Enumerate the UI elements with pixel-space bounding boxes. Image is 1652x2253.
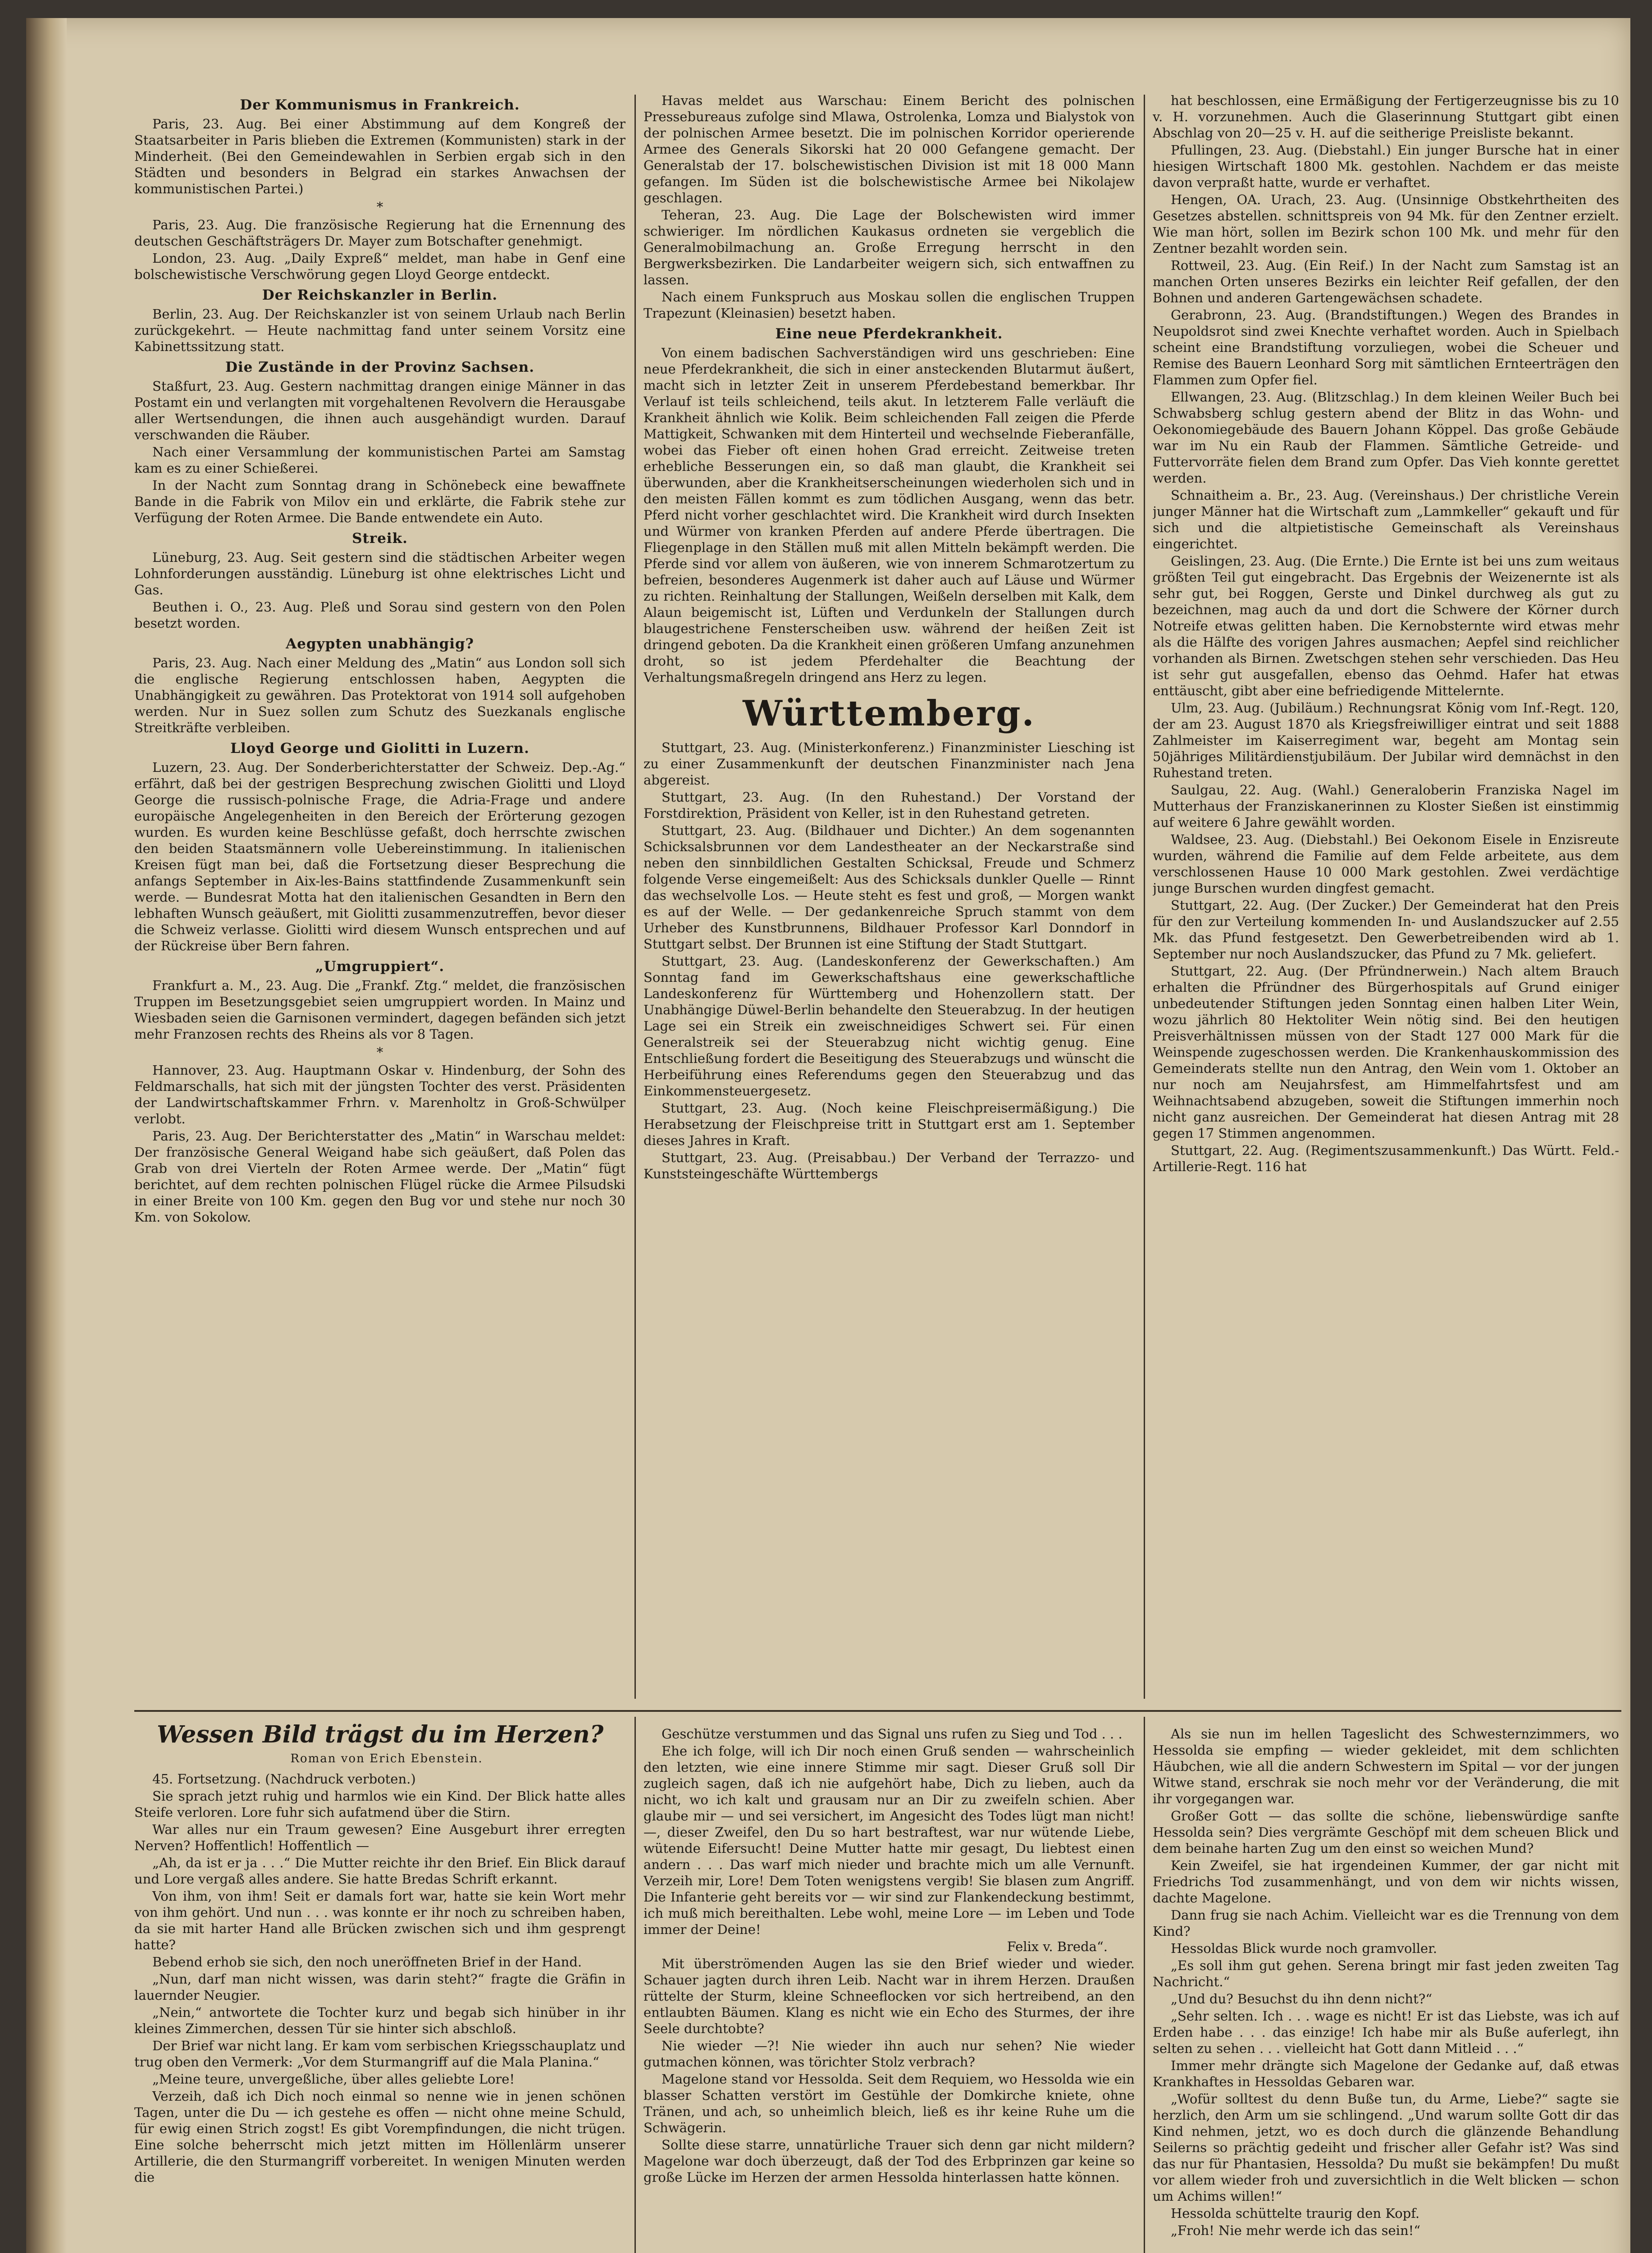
article-paragraph: Ellwangen, 23. Aug. (Blitzschlag.) In dem kleinen Weiler Buch bei Schwabsberg schlug gestern abend der Blitz in das Wohn- und Oekonomiegebäude des Bauern Johann Köppel. Das große Gebäude war im Nu ein Raub der Flammen. Sämtliche Getreide- und Futtervorräte fielen dem Brand zum Opfer. Das Vieh konnte gerettet werden. <box>1153 389 1619 486</box>
article-paragraph: Stuttgart, 23. Aug. (In den Ruhestand.) Der Vorstand der Forstdirektion, Präsident von Keller, ist in den Ruhestand getreten. <box>643 789 1135 821</box>
section-heading: Aegypten unabhängig? <box>286 636 474 652</box>
article-paragraph: Paris, 23. Aug. Die französische Regierung hat die Ernennung des deutschen Geschäftsträgers Dr. Mayer zum Botschafter genehmigt. <box>134 217 625 249</box>
article-paragraph: Hessoldas Blick wurde noch gramvoller. <box>1171 1941 1438 1956</box>
article-paragraph: Sollte diese starre, unnatürliche Trauer sich denn gar nicht mildern? Magelone war doch überzeugt, daß der Tod des Erbprinzen gar keine so große Lücke im Herzen der armen Hessolda hinterlassen hatte können. <box>643 2137 1135 2185</box>
article-paragraph: Teheran, 23. Aug. Die Lage der Bolschewisten wird immer schwieriger. Im nördlichen Kaukasus ordneten sie vergeblich die Generalmobilmachung an. Große Erregung herrscht in den Bergwerksbezirken. Die Landarbeiter weigern sich, sich entwaffnen zu lassen. <box>643 207 1135 287</box>
section-heading: „Umgruppiert“. <box>315 958 445 975</box>
section-heading: Lloyd George und Giolitti in Luzern. <box>230 740 529 757</box>
article-paragraph: Hannover, 23. Aug. Hauptmann Oskar v. Hindenburg, der Sohn des Feldmarschalls, hat sich mit der jüngsten Tochter des verst. Präsidenten der Landwirtschaftskammer Frhrn. v. Marenholtz in Groß-Schwülper verlobt. <box>134 1063 625 1126</box>
article-paragraph: 45. Fortsetzung. (Nachdruck verboten.) <box>152 1771 416 1787</box>
article-paragraph: Frankfurt a. M., 23. Aug. Die „Frankf. Ztg.“ meldet, die französischen Truppen im Besetzungsgebiet seien umgruppiert worden. In Mainz und Wiesbaden seien die Garnisonen vermindert, dagegen befänden sich jetzt mehr Franzosen rechts des Rheins als vor 8 Tagen. <box>134 978 625 1042</box>
article-paragraph: Berlin, 23. Aug. Der Reichskanzler ist von seinem Urlaub nach Berlin zurückgekehrt. — Heute nachmittag fand unter seinem Vorsitz eine Kabinettssitzung statt. <box>134 306 625 354</box>
article-paragraph: Ehe ich folge, will ich Dir noch einen Gruß senden — wahrscheinlich den letzten, wie eine innere Stimme mir sagt. Dieser Gruß soll Dir zugleich sagen, daß ich nie aufgehört habe, Dich zu lieben, auch da nicht, wo ich kalt und grausam nur an Dir zu zweifeln schien. Aber glaube mir — und sei versichert, im Angesicht des Todes lügt man nicht! —, dieser Zweifel, den Du so hart bestraftest, war nur wütende Liebe, wütende Eifersucht! Deine Mutter hatte mir gesagt, Du liebtest einen andern . . . Das warf mich nieder und brachte mich um alle Vernunft. Verzeih mir, Lore! Dem Toten wenigstens vergib! Sie blasen zum Angriff. Die Infanterie geht bereits vor — wir sind zur Flankendeckung bestimmt, ich muß mich bereithalten. Lebe wohl, meine Lore — im Leben und Tode immer der Deine! <box>643 1743 1135 1937</box>
article-paragraph: Als sie nun im hellen Tageslicht des Schwesternzimmers, wo Hessolda sie empfing — wieder gekleidet, mit dem schlichten Häubchen, wie all die andern Schwestern im Spital — vor der jungen Witwe stand, erschrak sie noch mehr vor der Veränderung, die mit ihr vorgegangen war. <box>1153 1726 1619 1806</box>
article-paragraph: Nie wieder —?! Nie wieder ihn auch nur sehen? Nie wieder gutmachen können, was törichter Stolz verbrach? <box>643 2038 1135 2070</box>
section-heading: Der Reichskanzler in Berlin. <box>262 287 498 303</box>
article-paragraph: In der Nacht zum Sonntag drang in Schönebeck eine bewaffnete Bande in die Fabrik von Milov ein und erklärte, die Fabrik stehe zur Verfügung der Roten Armee. Die Bande entwendete ein Auto. <box>134 478 625 525</box>
article-paragraph: Rottweil, 23. Aug. (Ein Reif.) In der Nacht zum Samstag ist an manchen Orten unseres Bezirks ein leichter Reif gefallen, der den Bohnen und anderen Gartengewächsen schadete. <box>1153 258 1619 306</box>
novel-title: Wessen Bild trägst du im Herzen? <box>157 1721 604 1748</box>
article-paragraph: „Und du? Besuchst du ihn denn nicht?“ <box>1171 1991 1433 2007</box>
article-paragraph: Havas meldet aus Warschau: Einem Bericht des polnischen Pressebureaus zufolge sind Mlawa, Ostrolenka, Lomza und Bialystok von der polnischen Armee besetzt. Die im polnischen Korridor operierende Armee des Generals Sikorski hat 20 000 Gefangene gemacht. Der Generalstab der 17. bolschewistischen Division ist mit 18 000 Mann gefangen. Im Süden ist die bolschewistische Armee bei Nikolajew geschlagen. <box>643 93 1135 205</box>
news-column-2 <box>643 92 1135 1701</box>
article-paragraph: Gerabronn, 23. Aug. (Brandstiftungen.) Wegen des Brandes in Neupoldsrot sind zwei Knechte verhaftet worden. Auch in Spielbach scheint eine Brandstiftung vorzuliegen, wobei die Scheuer und Remise des Bauern Leonhard Sorg mit sämtlichen Ernteerträgen den Flammen zum Opfer fiel. <box>1153 307 1619 388</box>
novel-author: Roman von Erich Ebenstein. <box>290 1752 483 1765</box>
novel-column-2 <box>643 1726 1135 2253</box>
section-heading: Streik. <box>352 530 408 547</box>
news-column-1 <box>134 92 625 1701</box>
article-paragraph: „Ah, da ist er ja . . .“ Die Mutter reichte ihr den Brief. Ein Blick darauf und Lore vergaß alles andere. Sie hatte Bredas Schrift erkannt. <box>134 1855 625 1887</box>
article-paragraph: hat beschlossen, eine Ermäßigung der Fertigerzeugnisse bis zu 10 v. H. vorzunehmen. Auch die Glaserinnung Stuttgart gibt einen Abschlag von 20—25 v. H. auf die seitherige Preisliste bekannt. <box>1153 93 1619 141</box>
article-paragraph: Paris, 23. Aug. Nach einer Meldung des „Matin“ aus London soll sich die englische Regierung entschlossen haben, Aegypten die Unabhängigkeit zu gewähren. Das Protektorat von 1914 soll aufgehoben werden. Nur in Suez sollen zum Schutz des Suezkanals englische Streitkräfte verbleiben. <box>134 655 625 735</box>
section-heading: Die Zustände in der Provinz Sachsen. <box>225 359 534 375</box>
article-paragraph: Der Brief war nicht lang. Er kam vom serbischen Kriegsschauplatz und trug oben den Vermerk: „Vor dem Sturmangriff auf die Mala Planina.“ <box>134 2038 625 2070</box>
article-paragraph: „Froh! Nie mehr werde ich das sein!“ <box>1171 2223 1421 2238</box>
article-paragraph: Lüneburg, 23. Aug. Seit gestern sind die städtischen Arbeiter wegen Lohnforderungen ausständig. Lüneburg ist ohne elektrisches Licht und Gas. <box>134 550 625 597</box>
article-paragraph: „Nun, darf man nicht wissen, was darin steht?“ fragte die Gräfin in lauernder Neugier. <box>134 1971 625 2003</box>
article-paragraph: Verzeih, daß ich Dich noch einmal so nenne wie in jenen schönen Tagen, unter die Du — ich gestehe es offen — nicht ohne meine Schuld, für ewig einen Strich zogst! Es gibt Vorempfindungen, die nicht trügen. Eine solche beherrscht mich jetzt mitten im Höllenlärm unserer Artillerie, die den Sturmangriff vorbereitet. In wenigen Minuten werden die <box>134 2089 625 2185</box>
article-paragraph: War alles nur ein Traum gewesen? Eine Ausgeburt ihrer erregten Nerven? Hoffentlich! Hoffentlich — <box>134 1822 625 1853</box>
article-paragraph: Pfullingen, 23. Aug. (Diebstahl.) Ein junger Bursche hat in einer hiesigen Wirtschaft 1800 Mk. gestohlen. Nachdem er das meiste davon verpraßt hatte, wurde er verhaftet. <box>1153 142 1619 190</box>
article-paragraph: Dann frug sie nach Achim. Vielleicht war es die Trennung von dem Kind? <box>1153 1907 1619 1939</box>
article-paragraph: Großer Gott — das sollte die schöne, liebenswürdige sanfte Hessolda sein? Dies vergrämte Geschöpf mit dem scheuen Blick und dem beinahe harten Zug um den einst so weichen Mund? <box>1153 1808 1619 1856</box>
article-paragraph: Mit überströmenden Augen las sie den Brief wieder und wieder. Schauer jagten durch ihren Leib. Nacht war in ihrem Herzen. Draußen rüttelte der Sturm, kleine Schneeflocken vor sich hertreibend, an den entlaubten Bäumen. Klang es nicht wie ein Echo des Sturmes, der ihre Seele durchtobte? <box>643 1956 1135 2036</box>
book-binding-shadow <box>26 18 67 2253</box>
novel-column-1 <box>134 1771 625 2253</box>
letter-signature: Felix v. Breda“. <box>1007 1939 1108 1954</box>
article-paragraph: Kein Zweifel, sie hat irgendeinen Kummer, der gar nicht mit Friedrichs Tod zusammenhängt, und von dem wir nichts wissen, dachte Magelone. <box>1153 1858 1619 1906</box>
article-paragraph: Schnaitheim a. Br., 23. Aug. (Vereinshaus.) Der christliche Verein junger Männer hat die Wirtschaft zum „Lammkeller“ gekauft und für sich und die altpietistische Gemeinschaft als Vereinshaus eingerichtet. <box>1153 488 1619 552</box>
article-paragraph: Von einem badischen Sachverständigen wird uns geschrieben: Eine neue Pferdekrankheit, die sich in einer ansteckenden Blutarmut äußert, macht sich in letzter Zeit in unserem Pferdebestand bemerkbar. Ihr Verlauf ist teils schleichend, teils akut. In letzterem Falle verläuft die Krankheit ähnlich wie Kolik. Beim schleichenden Fall zeigen die Pferde Mattigkeit, Schwanken mit dem Hinterteil und wechselnde Fieberanfälle, wobei das Fieber oft einen hohen Grad erreicht. Zeitweise treten erhebliche Besserungen ein, so daß man glaubt, die Krankheit sei überwunden, aber die Krankheitserscheinungen wiederholen sich und in den meisten Fällen kommt es zum tödlichen Ausgang, wenn das betr. Pferd nicht vorher geschlachtet wird. Die Krankheit wird durch Insekten und Würmer von kranken Pferden auf andere Pferde übertragen. Die Fliegenplage in den Ställen muß mit allen Mitteln bekämpft werden. Die Pferde sind vor allem von äußeren, wie von innerem Schmarotzertum zu befreien, besonderes Augenmerk ist daher auch auf Läuse und Würmer zu richten. Reinhaltung der Stallungen, Weißeln derselben mit Kalk, dem Alaun beigemischt ist, Lüften und Verdunkeln der Stallungen durch blaugestrichene Fensterscheiben usw. während der heißen Zeit ist dringend geboten. Da die Krankheit einen größeren Umfang anzunehmen droht, so ist jedem Pferdehalter die Beachtung der Verhaltungsmaßregeln dringend ans Herz zu legen. <box>643 345 1135 685</box>
article-paragraph: Stuttgart, 23. Aug. (Landeskonferenz der Gewerkschaften.) Am Sonntag fand im Gewerkschaftshaus eine gewerkschaftliche Landeskonferenz für Württemberg und Hohenzollern statt. Der Unabhängige Düwel-Berlin behandelte den Steuerabzug. In der heutigen Lage sei ein Streik ein zweischneidiges Schwert sei. Für einen Generalstreik sei der Steuerabzug nicht wichtig genug. Eine Entschließung fordert die Beseitigung des Steuerabzugs und wünscht die Herbeiführung eines Referendums gegen den Steuerabzug und das Einkommensteuergesetz. <box>643 953 1135 1099</box>
article-paragraph: Nach einer Versammlung der kommunistischen Partei am Samstag kam es zu einer Schießerei. <box>134 444 625 476</box>
novel-column-3 <box>1153 1726 1619 2253</box>
article-paragraph: Paris, 23. Aug. Bei einer Abstimmung auf dem Kongreß der Staatsarbeiter in Paris blieben die Extremen (Kommunisten) stark in der Minderheit. (Bei den Gemeindewahlen in Serbien ergab sich in den Städten und besonders in Belgrad ein starkes Anwachsen der kommunistischen Partei.) <box>134 116 625 196</box>
article-paragraph: Bebend erhob sie sich, den noch uneröffneten Brief in der Hand. <box>152 1954 582 1970</box>
article-paragraph: „Meine teure, unvergeßliche, über alles geliebte Lore! <box>152 2071 515 2087</box>
article-paragraph: Magelone stand vor Hessolda. Seit dem Requiem, wo Hessolda wie ein blasser Schatten verstört im Gestühle der Domkirche kniete, ohne Tränen, und ach, so unheimlich bleich, ließ es ihr keine Ruhe um die Schwägerin. <box>643 2071 1135 2135</box>
separator-asterisk: * <box>376 199 383 214</box>
article-paragraph: Staßfurt, 23. Aug. Gestern nachmittag drangen einige Männer in das Postamt ein und verlangten mit vorgehaltenen Revolvern die Herausgabe aller Wertsendungen, die ihnen auch ausgehändigt wurden. Darauf verschwanden die Räuber. <box>134 379 625 442</box>
news-column-3 <box>1153 92 1619 1701</box>
section-heading: Der Kommunismus in Frankreich. <box>240 97 520 113</box>
article-paragraph: Nach einem Funkspruch aus Moskau sollen die englischen Truppen Trapezunt (Kleinasien) besetzt haben. <box>643 289 1135 321</box>
article-paragraph: Stuttgart, 22. Aug. (Der Zucker.) Der Gemeinderat hat den Preis für den zur Verteilung kommenden In- und Auslandszucker auf 2.55 Mk. das Pfund festgesetzt. Den Gewerbetreibenden wird ab 1. September nur noch Auslandszucker, das Pfund zu 7 Mk. geliefert. <box>1153 898 1619 962</box>
article-paragraph: Geschütze verstummen und das Signal uns rufen zu Sieg und Tod . . . <box>662 1726 1123 1742</box>
article-paragraph: London, 23. Aug. „Daily Expreß“ meldet, man habe in Genf eine bolschewistische Verschwörung gegen Lloyd George entdeckt. <box>134 251 625 282</box>
article-paragraph: Waldsee, 23. Aug. (Diebstahl.) Bei Oekonom Eisele in Enzisreute wurden, während die Familie auf dem Felde arbeitete, aus dem verschlossenen Hause 10 000 Mark gestohlen. Zwei verdächtige junge Burschen wurden dingfest gemacht. <box>1153 832 1619 896</box>
article-paragraph: Sie sprach jetzt ruhig und harmlos wie ein Kind. Der Blick hatte alles Steife verloren. Lore fuhr sich aufatmend über die Stirn. <box>134 1788 625 1820</box>
column-rule <box>634 95 636 1699</box>
column-rule <box>1144 95 1145 1699</box>
region-heading: Württemberg. <box>743 693 1036 734</box>
article-paragraph: Saulgau, 22. Aug. (Wahl.) Generaloberin Franziska Nagel im Mutterhaus der Franziskanerinnen zu Kloster Sießen ist einstimmig auf weitere 6 Jahre gewählt worden. <box>1153 782 1619 830</box>
article-paragraph: Stuttgart, 22. Aug. (Der Pfründnerwein.) Nach altem Brauch erhalten die Pfründner des Bürgerhospitals auf Grund einiger unbedeutender Stiftungen jeden Sonntag einen halben Liter Wein, wozu jährlich 80 Hektoliter Wein nötig sind. Bei den heutigen Preisverhältnissen müssen von der Stadt 127 000 Mark für die Weinspende zugeschossen werden. Die Krankenhauskommission des Gemeinderats stellte nun den Antrag, den Wein vom 1. Oktober an nur noch am Neujahrsfest, am Himmelfahrtsfest und am Weihnachtsabend abzugeben, soweit die Stiftungen immerhin noch nicht ganz ausreichen. Der Gemeinderat hat diesen Antrag mit 28 gegen 17 Stimmen angenommen. <box>1153 963 1619 1141</box>
article-paragraph: Beuthen i. O., 23. Aug. Pleß und Sorau sind gestern von den Polen besetzt worden. <box>134 599 625 631</box>
newspaper-page <box>26 18 1630 2253</box>
article-paragraph: Von ihm, von ihm! Seit er damals fort war, hatte sie kein Wort mehr von ihm gehört. Und nun . . . was konnte er ihr noch zu schreiben haben, da sie mit harter Hand alle Brücken zwischen sich und ihm gesprengt hatte? <box>134 1888 625 1952</box>
article-paragraph: „Sehr selten. Ich . . . wage es nicht! Er ist das Liebste, was ich auf Erden habe . . . das einzige! Ich habe mir als Buße auferlegt, ihn selten zu sehen . . . vielleicht hat Gott dann Mitleid . . .“ <box>1153 2008 1619 2056</box>
article-paragraph: Paris, 23. Aug. Der Berichterstatter des „Matin“ in Warschau meldet: Der französische General Weigand habe sich geäußert, daß Polen das Grab von drei Vierteln der Roten Armee werde. Der „Matin“ fügt berichtet, auf dem rechten polnischen Flügel rücke die Armee Pilsudski in einer Breite von 100 Km. gegen den Bug vor und stehe nur noch 30 Km. von Sokolow. <box>134 1128 625 1225</box>
article-paragraph: Stuttgart, 22. Aug. (Regimentszusammenkunft.) Das Württ. Feld.-Artillerie-Regt. 116 hat <box>1153 1143 1619 1174</box>
article-paragraph: Ulm, 23. Aug. (Jubiläum.) Rechnungsrat König vom Inf.-Regt. 120, der am 23. August 1870 als Kriegsfreiwilliger eintrat und seit 1888 Zahlmeister im Kaiserregiment war, begeht am Montag sein 50jähriges Militärdienstjubiläum. Der Jubilar wird demnächst in den Ruhestand treten. <box>1153 700 1619 780</box>
article-paragraph: Immer mehr drängte sich Magelone der Gedanke auf, daß etwas Krankhaftes in Hessoldas Gebaren war. <box>1153 2058 1619 2089</box>
article-paragraph: Stuttgart, 23. Aug. (Bildhauer und Dichter.) An dem sogenannten Schicksalsbrunnen vor dem Landestheater an der Neckarstraße sind neben den sinnbildlichen Gestalten Schicksal, Freude und Schmerz folgende Verse eingemeißelt: Aus des Schicksals dunkler Quelle — Rinnt das wechselvolle Los. — Heute steht es fest und groß, — Morgen wankt es auf der Welle. — Der gedankenreiche Spruch stammt von dem Urheber des Kunstbrunnens, Bildhauer Professor Karl Donndorf in Stuttgart selbst. Der Brunnen ist eine Stiftung der Stadt Stuttgart. <box>643 823 1135 952</box>
feuilleton-separator <box>134 1710 1621 1712</box>
article-paragraph: Stuttgart, 23. Aug. (Noch keine Fleischpreisermäßigung.) Die Herabsetzung der Fleischpreise tritt in Stuttgart erst am 1. September dieses Jahres in Kraft. <box>643 1100 1135 1148</box>
section-heading: Eine neue Pferdekrankheit. <box>775 326 1003 342</box>
separator-asterisk: * <box>376 1044 383 1060</box>
article-paragraph: Luzern, 23. Aug. Der Sonderberichterstatter der Schweiz. Dep.-Ag.“ erfährt, daß bei der gestrigen Besprechung zwischen Giolitti und Lloyd George die russisch-polnische Frage, die Adria-Frage und andere europäische Angelegenheiten in den Bereich der Erörterung gezogen wurden. Es wurden keine Beschlüsse gefaßt, doch herrschte zwischen den beiden Staatsmännern volle Uebereinstimmung. In italienischen Kreisen fügt man bei, daß die Fortsetzung dieser Besprechung die anfangs September in Aix-les-Bains stattfindende Zusammenkunft sein werde. — Bundesrat Motta hat den italienischen Gesandten in Bern den lebhaften Wunsch geäußert, mit Giolitti zusammenzutreffen, bevor dieser die Schweiz verlasse. Giolitti wird diesem Wunsch entsprechen und auf der Rückreise über Bern fahren. <box>134 760 625 953</box>
article-paragraph: „Es soll ihm gut gehen. Serena bringt mir fast jeden zweiten Tag Nachricht.“ <box>1153 1958 1619 1989</box>
article-paragraph: Stuttgart, 23. Aug. (Ministerkonferenz.) Finanzminister Liesching ist zu einer Zusammenkunft der deutschen Finanzminister nach Jena abgereist. <box>643 740 1135 788</box>
article-paragraph: Hessolda schüttelte traurig den Kopf. <box>1171 2206 1420 2221</box>
article-paragraph: Hengen, OA. Urach, 23. Aug. (Unsinnige Obstkehrtheiten des Gesetzes abstellen. schnittspreis von 94 Mk. für den Zentner erzielt. Wie man hört, sollen im Bezirk schon 100 Mk. und mehr für den Zentner bezahlt worden sein. <box>1153 192 1619 256</box>
article-paragraph: Geislingen, 23. Aug. (Die Ernte.) Die Ernte ist bei uns zum weitaus größten Teil gut eingebracht. Das Ergebnis der Weizenernte ist als sehr gut, bei Roggen, Gerste und Dinkel durchweg als gut zu bezeichnen, mag auch da und dort die Schwere der Körner durch Notreife etwas gelitten haben. Die Kernobsternte wird etwas mehr als die Hälfte des vorigen Jahres ausmachen; Aepfel sind reichlicher vorhanden als Birnen. Zwetschgen stehen sehr verschieden. Das Heu ist sehr gut ausgefallen, ebenso das Oehmd. Hafer hat etwas enttäuscht, gibt aber eine befriedigende Mittelernte. <box>1153 553 1619 698</box>
column-rule <box>1144 1717 1145 2253</box>
article-paragraph: „Nein,“ antwortete die Tochter kurz und begab sich hinüber in ihr kleines Zimmerchen, dessen Tür sie hinter sich abschloß. <box>134 2005 625 2036</box>
column-rule <box>634 1717 636 2253</box>
article-paragraph: Stuttgart, 23. Aug. (Preisabbau.) Der Verband der Terrazzo- und Kunststeingeschäfte Württembergs <box>643 1150 1135 1181</box>
article-paragraph: „Wofür solltest du denn Buße tun, du Arme, Liebe?“ sagte sie herzlich, den Arm um sie schlingend. „Und warum sollte Gott dir das Kind nehmen, jetzt, wo es doch durch die glänzende Behandlung Seilerns so prächtig gedeiht und frischer aller Gefahr ist? Was sind das nur für Phantasien, Hessolda? Du mußt sie bekämpfen! Du mußt vor allem wieder froh und zuversichtlich in die Welt blicken — schon um Achims willen!“ <box>1153 2091 1619 2204</box>
